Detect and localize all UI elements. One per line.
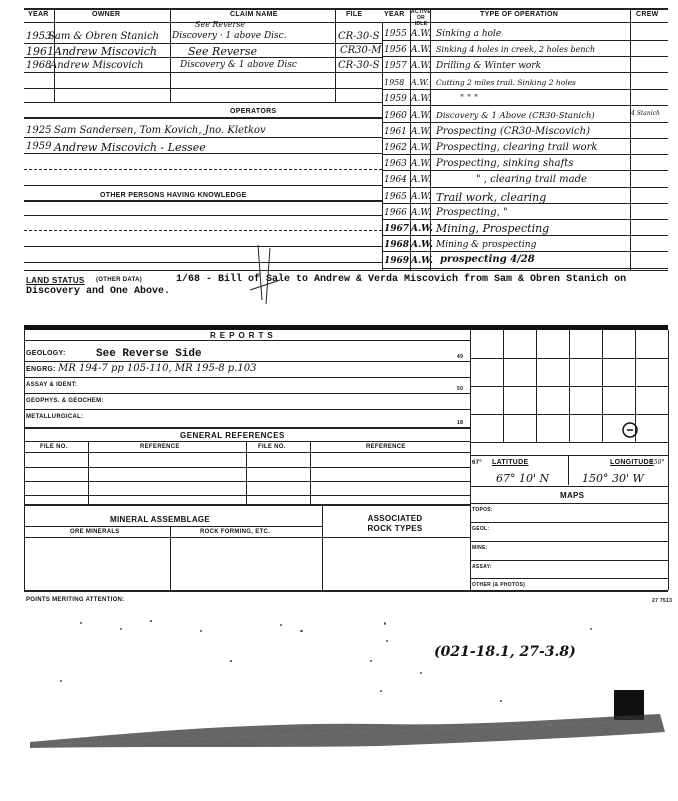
crew-note: 4 Stanich: [631, 110, 660, 117]
operation-type: Drilling & Winter work: [436, 61, 542, 71]
operation-type: Mining, Prospecting: [436, 222, 550, 235]
engrg-value: MR 194-7 pp 105-110, MR 195-8 p.103: [58, 363, 257, 374]
operation-year: 1956: [384, 45, 407, 55]
assay-number: 50: [457, 386, 464, 392]
operation-status: A.W.: [411, 192, 431, 202]
lon-suffix: 150°: [650, 459, 665, 466]
header-claim-name: CLAIM NAME: [230, 11, 278, 18]
points-note: (021-18.1, 27-3.8): [434, 644, 576, 660]
operation-status: A.W.: [411, 143, 431, 153]
operation-status: A.W.: [411, 224, 433, 234]
operation-status: A.W.: [411, 45, 431, 55]
owner-file: CR-30-S: [338, 60, 380, 71]
operation-year: 1963: [384, 159, 407, 169]
operation-type: Prospecting, clearing trail work: [436, 142, 598, 153]
operators-label: OPERATORS: [230, 108, 277, 115]
land-status-label: LAND STATUS: [26, 276, 85, 285]
general-references-title: GENERAL REFERENCES: [180, 431, 285, 440]
operation-year: 1965: [384, 192, 407, 202]
land-status-sub: (OTHER DATA): [96, 277, 143, 283]
operation-type: " " ": [460, 94, 479, 104]
metallurgical-number: 18: [457, 420, 464, 426]
scribble-mark: [240, 240, 300, 310]
operator-year: 1959: [26, 141, 52, 152]
operation-year: 1960: [384, 111, 407, 121]
operation-year: 1959: [384, 94, 407, 104]
operation-type: Prospecting (CR30-Miscovich): [436, 126, 590, 137]
operation-year: 1969: [384, 256, 410, 266]
owner-claim: Discovery · 1 above Disc.: [172, 31, 287, 41]
location-circle-icon: [620, 420, 640, 440]
geophys-label: GEOPHYS. & GEOCHEM:: [26, 398, 104, 404]
operation-status: A.W.: [411, 175, 431, 185]
header-year: YEAR: [28, 11, 49, 18]
latitude-label: LATITUDE: [492, 459, 529, 466]
associated-rock-types-label: ASSOCIATED ROCK TYPES: [367, 514, 423, 533]
header-year-2: YEAR: [384, 11, 405, 18]
maps-label: MAPS: [560, 491, 585, 500]
see-reverse-note: See Reverse: [195, 20, 246, 29]
operation-status: A.W.: [411, 208, 431, 218]
geology-number: 49: [457, 354, 464, 360]
assay-map-label: ASSAY:: [472, 564, 492, 570]
land-status-text: 1/68 - Bill of Sale to Andrew & Verda Miscovich from Sam & Obren Stanich on Discovery and One Above.: [26, 274, 627, 297]
owner-name: Andrew Miscovich: [50, 60, 144, 71]
operation-type: Sinking 4 holes in creek, 2 holes bench: [436, 45, 596, 54]
owner-name: Sam & Obren Stanich: [48, 31, 159, 42]
form-code: 27 7513: [652, 598, 673, 604]
operation-year: 1962: [384, 143, 407, 153]
operation-year: 1964: [384, 175, 407, 185]
owner-file: CR30-M: [340, 45, 382, 56]
operation-status: A.W.: [411, 94, 431, 104]
header-owner: OWNER: [92, 11, 121, 18]
operation-type: Discovery & 1 Above (CR30-Stanich): [436, 111, 595, 121]
operation-status: A.W.: [411, 127, 431, 137]
reports-top-band: [24, 325, 668, 330]
metallurgical-label: METALLURGICAL:: [26, 414, 84, 420]
operation-status: A.W.: [411, 111, 431, 121]
operation-type: Mining & prospecting: [436, 240, 537, 250]
operation-status: A.W.: [411, 256, 433, 266]
operation-type: Cutting 2 miles trail. Sinking 2 holes: [436, 78, 576, 87]
operation-type: prospecting 4/28: [440, 254, 535, 265]
operation-type: Sinking a hole: [436, 29, 502, 39]
header-type-of-operation: TYPE OF OPERATION: [480, 11, 559, 18]
operation-status: A.W.: [411, 159, 431, 169]
operation-status: A.W.: [411, 78, 429, 87]
ref-col-reference-1: REFERENCE: [140, 444, 180, 450]
operator-name: Sam Sandersen, Tom Kovich, Jno. Kletkov: [54, 125, 266, 136]
other-persons-label: OTHER PERSONS HAVING KNOWLEDGE: [100, 192, 247, 199]
geology-label: GEOLOGY:: [26, 350, 66, 357]
points-label: POINTS MERITING ATTENTION:: [26, 597, 125, 603]
operation-year: 1968: [384, 240, 410, 250]
owner-year: 1953: [26, 31, 52, 42]
owner-year: 1968: [26, 60, 52, 71]
operation-status: A.W.: [411, 240, 433, 250]
reports-title: REPORTS: [210, 331, 277, 340]
operation-year: 1961: [384, 127, 407, 137]
operation-type: " , clearing trail made: [476, 174, 587, 185]
operation-type: Trail work, clearing: [436, 191, 547, 204]
owner-claim: See Reverse: [188, 45, 257, 58]
operator-name: Andrew Miscovich - Lessee: [54, 141, 206, 154]
ref-col-file-1: FILE NO.: [40, 444, 68, 450]
operation-year: 1966: [384, 208, 407, 218]
operation-status: A.W.: [411, 29, 431, 39]
header-file: FILE: [346, 11, 363, 18]
owner-file: CR-30-S: [338, 31, 380, 42]
longitude-value: 150° 30' W: [582, 472, 644, 485]
operation-year: 1955: [384, 29, 407, 39]
geology-value: See Reverse Side: [96, 348, 202, 360]
operation-type: Prospecting, ": [436, 207, 508, 218]
assay-label: ASSAY & IDENT:: [26, 382, 78, 388]
topos-label: TOPOS:: [472, 507, 493, 513]
longitude-label: LONGITUDE: [610, 459, 654, 466]
latitude-value: 67° 10' N: [496, 472, 550, 485]
ore-minerals-label: ORE MINERALS: [70, 529, 120, 535]
mineral-assemblage-title: MINERAL ASSEMBLAGE: [110, 515, 211, 524]
engrg-label: ENGRG:: [26, 366, 56, 373]
scan-smear: [20, 712, 670, 752]
owner-year: 1961: [26, 45, 54, 58]
ref-col-reference-2: REFERENCE: [366, 444, 406, 450]
operation-year: 1958: [384, 78, 405, 87]
header-active-idle: ACTIVE OR IDLE: [410, 9, 432, 27]
owner-name: Andrew Miscovich: [54, 45, 157, 58]
operation-year: 1957: [384, 61, 407, 71]
rock-forming-label: ROCK FORMING, ETC.: [200, 529, 271, 535]
operation-year: 1967: [384, 224, 410, 234]
mine-label: MINE:: [472, 545, 488, 551]
owner-claim: Discovery & 1 above Disc: [180, 60, 297, 70]
operation-status: A.W.: [411, 61, 431, 71]
other-photos-label: OTHER (& PHOTOS): [472, 582, 526, 588]
operator-year: 1925: [26, 125, 52, 136]
lat-prefix: 67°: [472, 460, 482, 466]
operation-type: Prospecting, sinking shafts: [436, 158, 574, 169]
ref-col-file-2: FILE NO.: [258, 444, 286, 450]
header-crew: CREW: [636, 11, 659, 18]
geol-label: GEOL:: [472, 526, 490, 532]
